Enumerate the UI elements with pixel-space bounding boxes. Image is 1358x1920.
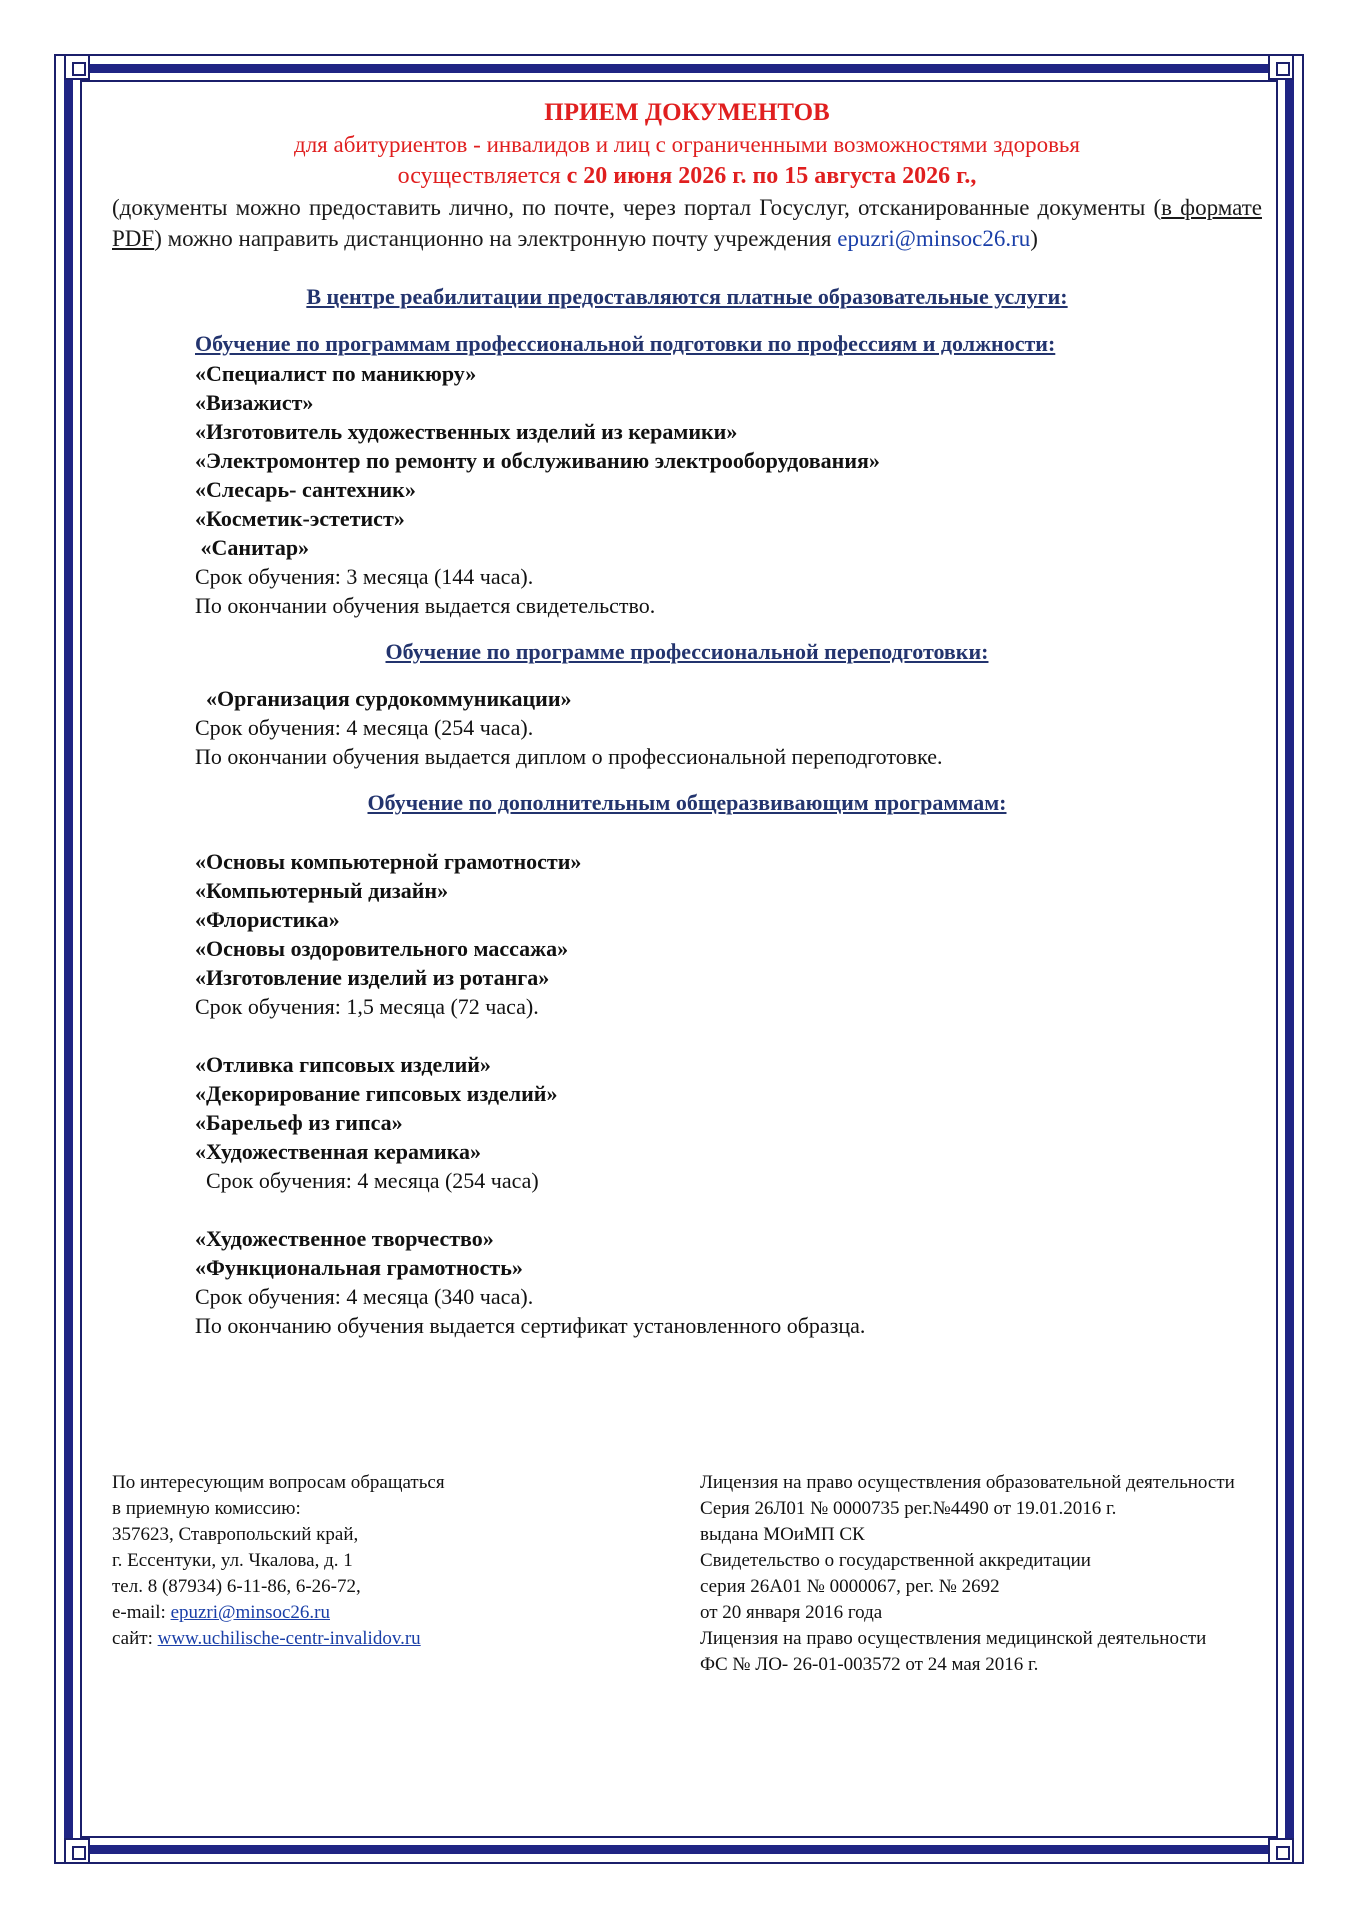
result-text: По окончании обучения выдается диплом о профессиональной переподготовке.: [195, 744, 943, 769]
corner-ornament-bottom-left: [64, 1838, 90, 1864]
section-heading: Обучение по программам профессиональной подготовки по профессиям и должности:: [195, 331, 1056, 356]
license-line: Свидетельство о государственной аккредитации: [700, 1550, 1091, 1571]
list-item: «Художественное творчество»: [195, 1226, 494, 1251]
contacts-block: [112, 1470, 572, 1652]
list-item: «Визажист»: [195, 390, 314, 415]
submission-note-text-3: ): [1030, 226, 1038, 251]
list-item: «Санитар»: [195, 535, 310, 560]
submission-note: [112, 192, 1262, 254]
page-title: ПРИЕМ ДОКУМЕНТОВ: [544, 99, 830, 126]
submission-note-text-2: ) можно направить дистанционно на электронную почту учреждения: [154, 226, 838, 251]
admission-period-prefix: осуществляется: [397, 163, 567, 189]
list-item: «Электромонтер по ремонту и обслуживанию электрооборудования»: [195, 448, 880, 473]
contacts-site-link[interactable]: www.uchilische-centr-invalidov.ru: [157, 1628, 421, 1649]
list-item: «Организация сурдокоммуникации»: [195, 686, 572, 711]
list-item: «Специалист по маникюру»: [195, 361, 477, 386]
section-heading-general: Обучение по дополнительным общеразвивающим программам:: [367, 790, 1007, 815]
contacts-line: По интересующим вопросам обращаться: [112, 1472, 445, 1493]
contacts-site-row: [112, 1626, 572, 1652]
contacts-email-row: [112, 1600, 572, 1626]
contacts-address: г. Ессентуки, ул. Чкалова, д. 1: [112, 1550, 353, 1571]
submission-note-text: (документы можно предоставить лично, по почте, через портал Госуслуг, отсканированные документы (: [112, 195, 1162, 220]
license-line: выдана МОиМП СК: [700, 1524, 865, 1545]
list-item: «Декорирование гипсовых изделий»: [195, 1081, 558, 1106]
duration-text: Срок обучения: 4 месяца (340 часа).: [195, 1284, 534, 1309]
document-body: [112, 96, 1262, 1340]
result-text: По окончании обучения выдается свидетельство.: [195, 593, 656, 618]
license-line: Лицензия на право осуществления медицинской деятельности: [700, 1628, 1207, 1649]
email-label: e-mail:: [112, 1602, 171, 1623]
section-retraining: [195, 684, 1262, 771]
license-line: Лицензия на право осуществления образовательной деятельности: [700, 1472, 1235, 1493]
list-item: «Барельеф из гипса»: [195, 1110, 403, 1135]
site-label: сайт:: [112, 1628, 158, 1649]
license-line: ФС № ЛО- 26-01-003572 от 24 мая 2016 г.: [700, 1654, 1039, 1675]
services-heading: В центре реабилитации предоставляются платные образовательные услуги:: [306, 284, 1068, 309]
admission-period-dates: с 20 июня 2026 г. по 15 августа 2026 г.,: [566, 163, 977, 189]
corner-ornament-top-right: [1268, 54, 1294, 80]
list-item: «Изготовитель художественных изделий из керамики»: [195, 419, 738, 444]
admission-period: [112, 160, 1262, 192]
list-item: «Слесарь- сантехник»: [195, 477, 416, 502]
license-block: [700, 1470, 1260, 1678]
license-line: от 20 января 2016 года: [700, 1602, 883, 1623]
page-subtitle: для абитуриентов - инвалидов и лиц с ограниченными возможностями здоровья: [294, 132, 1080, 157]
list-item: «Компьютерный дизайн»: [195, 878, 449, 903]
license-line: Серия 26Л01 № 0000735 рег.№4490 от 19.01.2016 г.: [700, 1498, 1117, 1519]
list-item: «Функциональная грамотность»: [195, 1255, 523, 1280]
section-general-programs: [195, 847, 1262, 1340]
institution-email[interactable]: epuzri@minsoc26.ru: [837, 226, 1031, 251]
list-item: «Основы оздоровительного массажа»: [195, 936, 569, 961]
corner-ornament-bottom-right: [1268, 1838, 1294, 1864]
duration-text: Срок обучения: 3 месяца (144 часа).: [195, 564, 534, 589]
list-item: «Художественная керамика»: [195, 1139, 482, 1164]
list-item: «Основы компьютерной грамотности»: [195, 849, 582, 874]
duration-text: Срок обучения: 1,5 месяца (72 часа).: [195, 994, 539, 1019]
contacts-address: 357623, Ставропольский край,: [112, 1524, 359, 1545]
list-item: «Отливка гипсовых изделий»: [195, 1052, 491, 1077]
license-line: серия 26А01 № 0000067, рег. № 2692: [700, 1576, 1000, 1597]
list-item: «Косметик-эстетист»: [195, 506, 405, 531]
result-text: По окончанию обучения выдается сертификат установленного образца.: [195, 1313, 866, 1338]
pdf-format-link[interactable]: в формате PDF: [112, 195, 1262, 251]
contacts-email-link[interactable]: epuzri@minsoc26.ru: [170, 1602, 330, 1623]
list-item: «Изготовление изделий из ротанга»: [195, 965, 550, 990]
section-heading-retraining: Обучение по программе профессиональной переподготовки:: [385, 639, 989, 664]
list-item: «Флористика»: [195, 907, 340, 932]
duration-text: Срок обучения: 4 месяца (254 часа).: [195, 715, 534, 740]
duration-text: Срок обучения: 4 месяца (254 часа): [195, 1168, 539, 1193]
section-professional-training: [195, 329, 1262, 620]
corner-ornament-top-left: [64, 54, 90, 80]
contacts-phone: тел. 8 (87934) 6-11-86, 6-26-72,: [112, 1576, 361, 1597]
contacts-line: в приемную комиссию:: [112, 1498, 301, 1519]
